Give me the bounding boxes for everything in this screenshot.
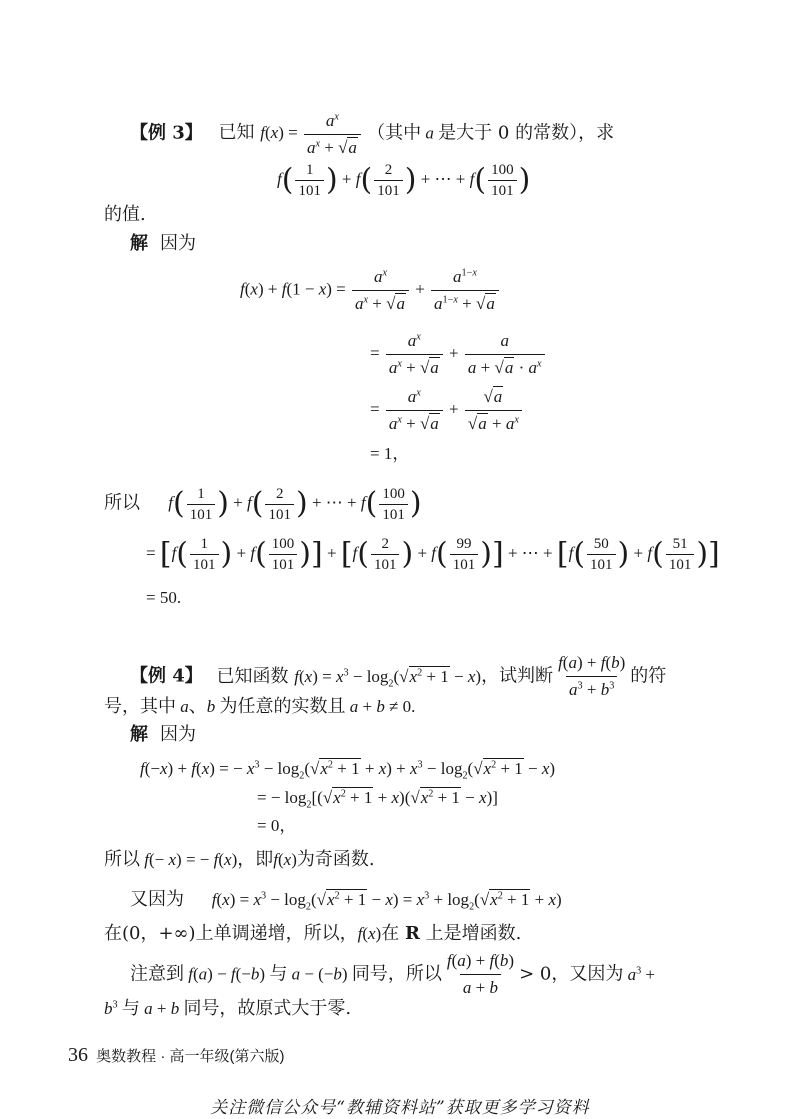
ex4-note-e: 与	[121, 998, 140, 1019]
ex4-concl-a: 所以	[104, 849, 140, 870]
ex4-concl-b: ，即	[237, 849, 274, 870]
because-text: 因为	[160, 233, 196, 254]
ex4-tag: 【例 4】	[130, 665, 203, 687]
ex3-derivation-result: = 1，	[370, 444, 410, 463]
ex3-derivation-line-1: f(x) + f(1 − x) = $\frac{a^x}{a^x + √a}$ + $\frac{a^{1-x}}{a^{1-x} + √a}$	[240, 264, 501, 317]
ex3-sum-line-1: 所以 f( $\frac{1}{101}$ ) + f( $\frac{2}{101}$ ) + ⋯ + f( $\frac{100}{101}$ )	[104, 486, 422, 523]
book-title: 奥数教程 · 高一年级(第六版)	[96, 1048, 285, 1065]
ex3-note-mid: 是大于 0 的常数），求	[438, 122, 615, 144]
page-number: 36	[68, 1044, 88, 1066]
ex4-mono-d: 上是增函数.	[425, 923, 522, 944]
ex3-note-open: （其中	[367, 122, 422, 144]
ex3-statement: 【例 3】 已知 f(x) = $\frac{a^x}{a^x + √a}$ （其中 a 是大于 0 的常数），求	[130, 108, 614, 161]
ex4-note-c: 同号，所以	[351, 963, 442, 985]
ex4-note-b: 与	[269, 963, 288, 985]
ex4-concl-c: 为奇函数.	[296, 849, 375, 870]
ex3-derivation-line-3: = $\frac{a^x}{a^x + √a}$ + $\frac{√a}{√a + a^x}$	[370, 384, 524, 437]
ex4-note-line-2: $b^3$ 与 a + b 同号，故原式大于零.	[104, 998, 352, 1019]
ex3-text: 已知	[218, 122, 255, 144]
ex4-also-line: 又因为 $f(x) = x^3 - \log_2(√x^2 + 1 - x) = x^3 + \log_2(√x^2 + 1 + x)$	[130, 889, 562, 913]
page-footer	[68, 1044, 285, 1067]
ex4-line2-b: 为任意的实数且	[219, 696, 346, 717]
ex4-mono-b: 在	[381, 923, 400, 944]
ex4-note-d: > 0，又因为	[519, 963, 624, 985]
ex3-derivation-line-2: = $\frac{a^x}{a^x + √a}$ + $\frac{a}{a + √a \cdot a^x}$	[370, 328, 547, 381]
ex3-solution-label	[130, 230, 196, 258]
ex4-text-3: 的符	[630, 665, 667, 687]
so-text: 所以	[104, 492, 140, 513]
because-text: 因为	[160, 724, 196, 745]
ex3-tag: 【例 3】	[130, 122, 203, 144]
ex3-sum-expression: f( $\frac{1}{101}$ ) + f( $\frac{2}{101}$ ) + ⋯ + f( $\frac{100}{101}$ )	[277, 162, 531, 199]
ex4-mono-a: 在(0，+∞)上单调递增，所以，	[104, 923, 358, 944]
ex4-line2-a: 号，其中	[104, 696, 176, 717]
ex4-also: 又因为	[130, 889, 184, 910]
ex4-function-def: $f(x) = x^3 - \log_2(√x^2 + 1 - x)$	[294, 666, 482, 689]
sol-label: 解	[130, 724, 148, 745]
ex4-text-2: ，试判断	[481, 665, 554, 687]
ex4-text-1: 已知函数	[216, 665, 289, 687]
ex4-note-line-1: 注意到 f(a) − f(−b) 与 a − (−b) 同号，所以 $\frac{f(a) + f(b)}{a + b}$ > 0，又因为 $a^3$ +	[130, 948, 655, 1001]
ex4-derivation-line-2: = − $\log_2[(√x^2 + 1 + x)(√x^2 + 1 - x)]$	[257, 788, 498, 811]
ex3-final-result: = 50.	[146, 588, 182, 607]
sol-label: 解	[130, 233, 148, 254]
ex3-def-formula: f(x) = $\frac{a^x}{a^x + √a}$	[260, 123, 367, 142]
ex4-derivation-line-1: f(−x) + f(x) = − $x^3 - \log_2(√x^2 + 1 + x) + x^3 - \log_2(√x^2 + 1 - x)$	[140, 759, 556, 782]
ex4-monotone-line: 在(0，+∞)上单调递增，所以，f(x)在 R 上是增函数.	[104, 923, 522, 944]
ex4-target-fraction: $\frac{f(a) + f(b)}{a^3 + b^3}$	[555, 650, 628, 703]
ex4-statement-line-2: 号，其中 a、b 为任意的实数且 a + b ≠ 0.	[104, 696, 416, 717]
watermark-text: 关注微信公众号“教辅资料站”获取更多学习资料	[210, 1098, 590, 1118]
ex3-sum-line-2: = [f( $\frac{1}{101}$ ) + f( $\frac{100}{101}$ )] + [f( $\frac{2}{101}$ ) + f( $\frac{99}{101}$ )] + ⋯ + [f( $\frac{50}{101}$ ) + f( $\frac{51}{101}$ )]	[146, 536, 720, 573]
ex4-derivation-result: = 0，	[257, 816, 297, 835]
ex3-value-text: 的值.	[104, 204, 146, 225]
ex4-note-f: 同号，故原式大于零.	[183, 998, 352, 1019]
ex4-note-fraction: $\frac{f(a) + f(b)}{a + b}$	[444, 948, 517, 1001]
ex4-note-a: 注意到	[130, 963, 184, 985]
ex4-conclusion-odd: 所以 f(− x) = − f(x)，即f(x)为奇函数.	[104, 849, 375, 870]
ex4-solution-label	[130, 721, 196, 749]
ex4-real-set: R	[404, 923, 420, 944]
